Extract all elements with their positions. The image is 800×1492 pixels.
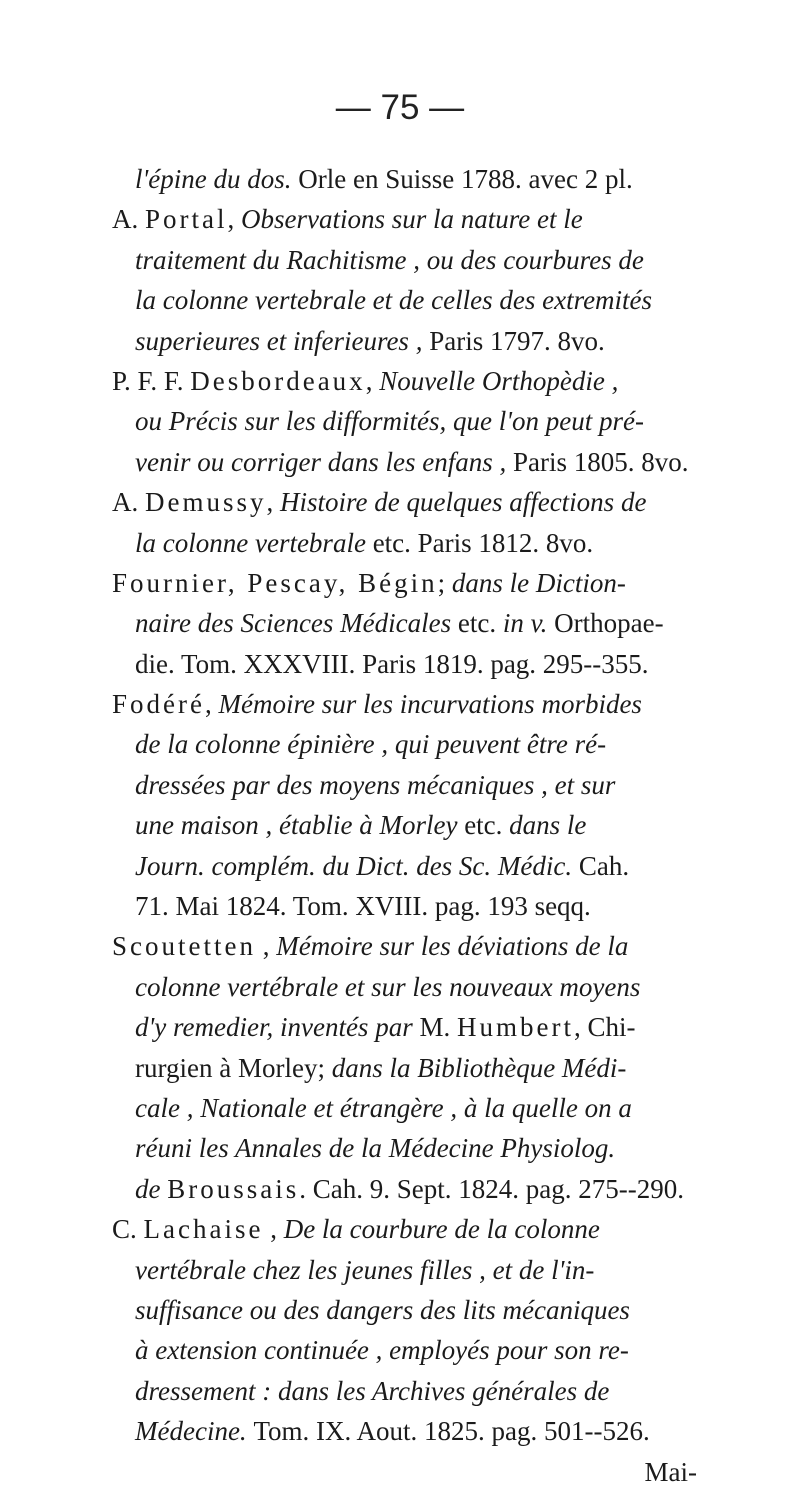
text-run: P. F. F. (112, 365, 191, 396)
italic-title: in v. (502, 608, 548, 639)
text-run: Paris 1797. 8vo. (429, 325, 605, 356)
text-run: 71. Mai 1824. Tom. XVIII. pag. 193 seqq. (135, 891, 591, 922)
author-name: Desbordeaux (190, 365, 366, 396)
text-run: , (266, 487, 280, 518)
italic-title: superieures et inferieures , (135, 325, 430, 356)
italic-title: d'y remedier, inventés par (135, 1012, 420, 1043)
italic-title: réuni les Annales de la Médecine Physiolog. (135, 1133, 616, 1164)
text-run: etc. Paris 1812. 8vo. (372, 527, 594, 558)
italic-title: Histoire de quelques affections de (280, 487, 647, 518)
italic-title: Mémoire sur les déviations de la (276, 931, 629, 962)
text-run: die. Tom. XXXVIII. Paris 1819. pag. 295--355. (135, 648, 649, 679)
text-line (112, 523, 697, 563)
author-name: Fournier, Pescay, Bégin (112, 567, 438, 598)
text-line (112, 886, 697, 926)
italic-title: dressées par des moyens mécaniques , et sur (135, 769, 616, 800)
text-run: , (255, 931, 277, 962)
italic-title: dans le Diction- (451, 567, 626, 598)
italic-title: dans la Bibliothèque Médi- (331, 1052, 627, 1083)
text-line (112, 846, 697, 886)
italic-title: colonne vertébrale et sur les nouveaux moyens (135, 971, 641, 1002)
text-run: Orle en Suisse 1788. avec 2 pl. (291, 164, 633, 194)
text-line (112, 321, 697, 361)
italic-title: suffisance ou des dangers des lits mécaniques (135, 1294, 630, 1325)
italic-title: cale , Nationale et étrangère , à la quelle on a (135, 1092, 632, 1123)
text-line (112, 765, 697, 805)
text-line (112, 240, 697, 280)
italic-title: l'épine du dos. (135, 164, 292, 194)
text-line (112, 805, 697, 845)
text-run: etc. (464, 810, 510, 841)
text-run: ; (437, 567, 452, 598)
text-line (112, 1007, 697, 1047)
text-line (112, 401, 697, 441)
italic-title: la colonne vertebrale (135, 527, 373, 558)
italic-title: Médecine. (135, 1416, 254, 1447)
italic-title: de la colonne épinière , qui peuvent être ré- (135, 729, 607, 760)
text-line (112, 1088, 697, 1128)
text-run: A. (112, 487, 145, 518)
text-run: A. (112, 204, 145, 235)
italic-title: traitement du Rachitisme , ou des courbures de (135, 244, 644, 275)
text-line (112, 1048, 697, 1088)
italic-title: venir ou corriger dans les enfans , (135, 446, 513, 477)
text-line (112, 1371, 697, 1411)
text-line (112, 1330, 697, 1370)
italic-title: De la courbure de la colonne (283, 1214, 600, 1245)
text-line (112, 482, 697, 522)
italic-title: Nouvelle Orthopèdie , (379, 365, 619, 396)
text-run: etc. (457, 608, 503, 639)
text-line (112, 684, 697, 724)
author-name: Demussy (145, 487, 267, 518)
bibliography-text (112, 159, 697, 1492)
text-run: Paris 1805. 8vo. (512, 446, 689, 477)
text-run: C. (112, 1214, 144, 1245)
text-line (112, 1169, 697, 1209)
author-name: Portal (145, 204, 228, 235)
italic-title: Journ. complém. du Dict. des Sc. Médic. (135, 850, 579, 881)
italic-title: dans le (509, 810, 587, 841)
text-line (112, 280, 697, 320)
author-name: Scoutetten (112, 931, 256, 962)
text-run: , (227, 204, 241, 235)
text-line (112, 442, 697, 482)
author-name: Fodéré (112, 689, 205, 720)
text-line (112, 967, 697, 1007)
text-line (112, 361, 697, 401)
text-run: Tom. IX. Aout. 1825. pag. 501--526. (253, 1416, 650, 1447)
text-line (112, 1209, 697, 1249)
italic-title: de (135, 1173, 168, 1204)
italic-title: naire des Sciences Médicales (135, 608, 458, 639)
text-line (112, 199, 697, 239)
italic-title: une maison , établie à Morley (135, 810, 465, 841)
text-line (112, 644, 697, 684)
page-number: — 75 — (335, 88, 465, 127)
text-line (112, 1250, 697, 1290)
italic-title: Mémoire sur les incurvations morbides (218, 689, 642, 720)
author-name: Broussais (167, 1173, 300, 1204)
text-run: Orthopae- (547, 608, 664, 639)
text-line (112, 603, 697, 643)
author-name: Humbert (456, 1012, 574, 1043)
text-run: , (263, 1214, 284, 1245)
text-run: rurgien à Morley; (135, 1052, 332, 1083)
text-run: , Chi- (573, 1012, 636, 1043)
text-line (112, 1290, 697, 1330)
author-name: Lachaise (143, 1214, 264, 1245)
text-run: , (365, 365, 380, 396)
text-line (112, 563, 697, 603)
text-line (112, 1128, 697, 1168)
italic-title: vertébrale chez les jeunes filles , et de l'in- (135, 1254, 595, 1285)
text-line (112, 1411, 697, 1451)
text-line (112, 724, 697, 764)
text-run: . Cah. 9. Sept. 1824. pag. 275--290. (299, 1173, 684, 1204)
italic-title: Observations sur la nature et le (241, 204, 583, 235)
text-line (112, 159, 697, 199)
italic-title: ou Précis sur les difformités, que l'on peut pré- (135, 406, 644, 437)
italic-title: la colonne vertebrale et de celles des extremités (135, 285, 653, 316)
italic-title: dressement : dans les Archives générales de (135, 1375, 610, 1406)
text-run: , (204, 689, 219, 720)
text-run: M. (419, 1012, 457, 1043)
catchword: Mai- (644, 1456, 697, 1487)
text-run: Cah. (578, 850, 630, 881)
text-line (112, 926, 697, 966)
italic-title: à extension continuée , employés pour son re- (135, 1335, 629, 1366)
